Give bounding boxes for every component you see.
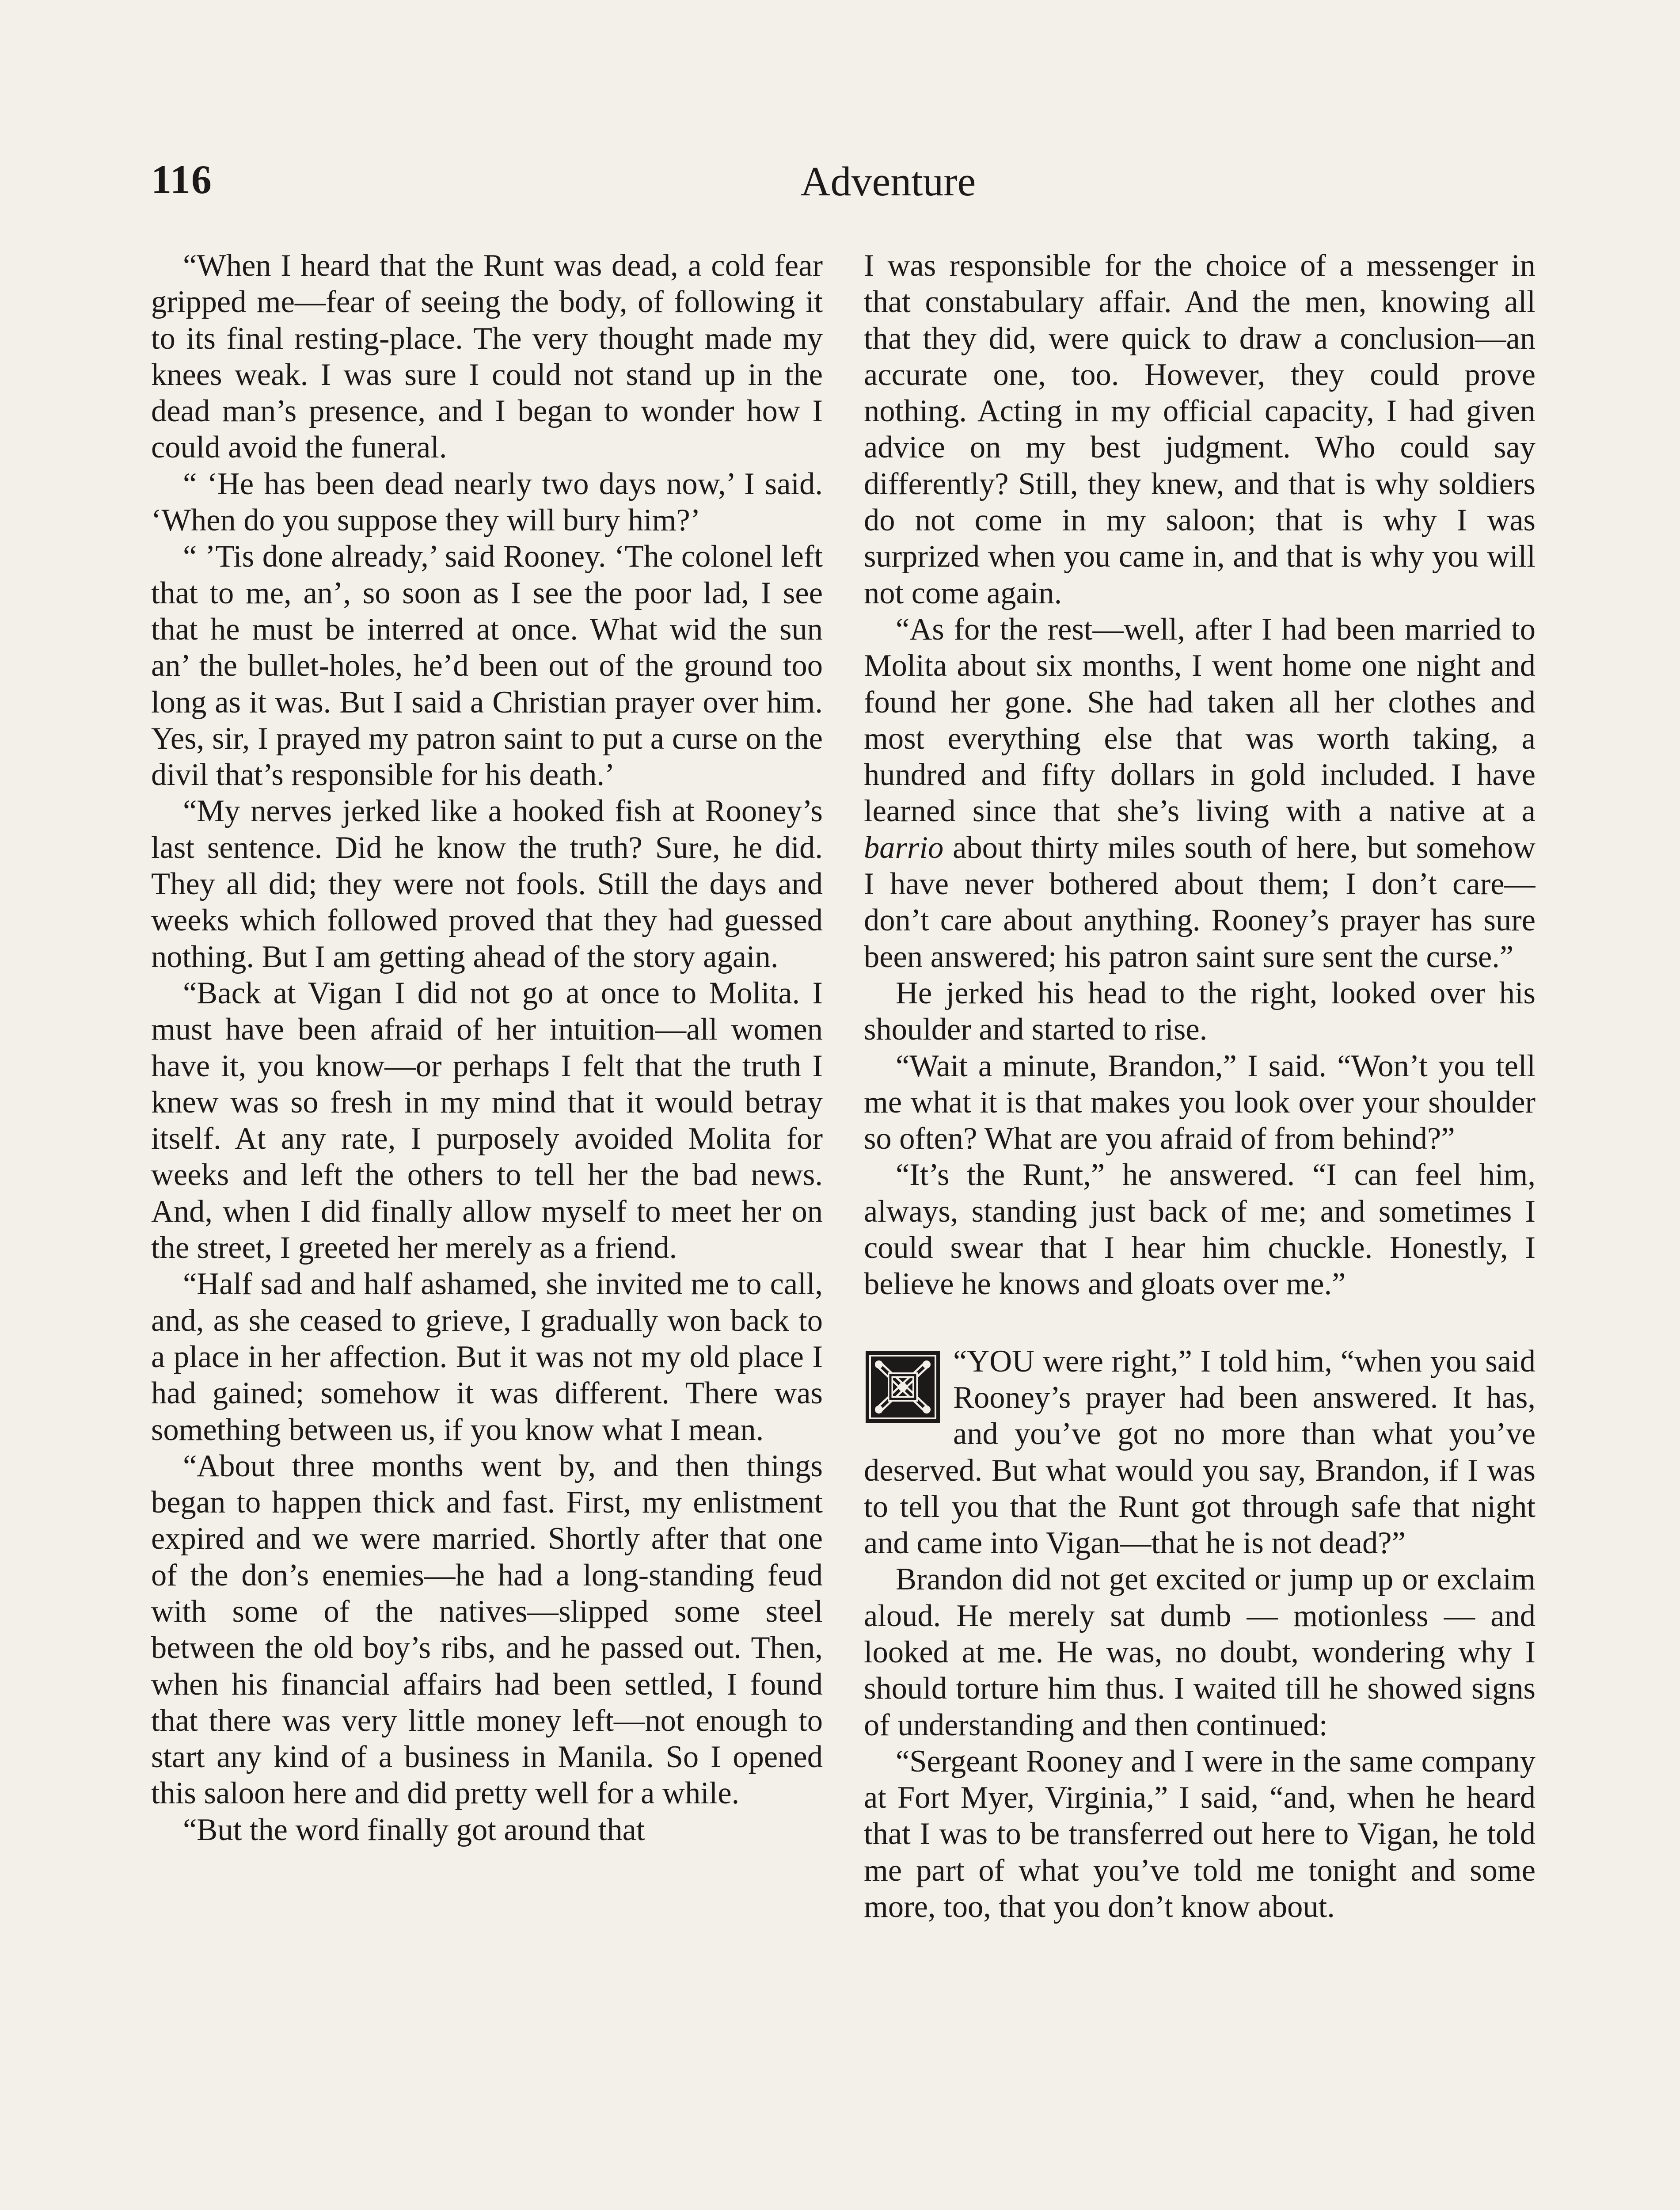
celtic-knot-icon bbox=[864, 1349, 942, 1425]
paragraph bbox=[864, 611, 1536, 975]
ornament-paragraph bbox=[864, 1343, 1536, 1562]
paragraph: Brandon did not get excited or jump up or exclaim aloud. He merely sat dumb — motionless — and looked at me. He was, no doubt, wondering why I should torture him thus. I waited till he showed signs of understanding and then continued: bbox=[864, 1562, 1536, 1742]
paragraph: “Back at Vigan I did not go at once to Molita. I must have been afraid of her intuition—all women have it, you know—or perhaps I felt that the truth I knew was so fresh in my mind that it would betray itself. At any rate, I purposely avoided Molita for weeks and left the others to tell her the bad news. And, when I did finally allow myself to meet her on the street, I greeted her merely as a friend. bbox=[151, 975, 823, 1265]
paragraph: “My nerves jerked like a hooked fish at Rooney’s last sentence. Did he know the truth? Sure, he did. They all did; they were not fools. Still the days and weeks which followed proved that they had guessed nothing. But I am getting ahead of the story again. bbox=[151, 794, 823, 974]
paragraph: “When I heard that the Runt was dead, a cold fear gripped me—fear of seeing the body, of following it to its final resting-place. The very thought made my knees weak. I was sure I could not stand up in the dead man’s presence, and I began to wonder how I could avoid the funeral. bbox=[151, 248, 823, 465]
italic-word: barrio bbox=[864, 830, 944, 865]
paragraph: “It’s the Runt,” he answered. “I can feel him, always, standing just back of me; and sometimes I could swear that I hear him chuckle. Honestly, I believe he knows and gloats over me.” bbox=[864, 1158, 1536, 1302]
paragraph: “ ’Tis done already,’ said Rooney. ‘The colonel left that to me, an’, so soon as I see the poor lad, I see that he must be interred at once. What wid the sun an’ the bullet-holes, he’d been out of the ground too long as it was. But I said a Christian prayer over him. Yes, sir, I prayed my patron saint to put a curse on the divil that’s responsible for his death.’ bbox=[151, 539, 823, 793]
right-column bbox=[864, 248, 1536, 2210]
paragraph: “About three months went by, and then things began to happen thick and fast. First, my enlistment expired and we were married. Shortly after that one of the don’s enemies—he had a long-standing feud with some of the natives—slipped some steel between the old boy’s ribs, and he passed out. Then, when his financial affairs had been settled, I found that there was very little money left—not enough to start any kind of a business in Manila. So I opened this saloon here and did pretty well for a while. bbox=[151, 1448, 823, 1811]
paragraph: I was responsible for the choice of a messenger in that constabulary affair. And the men, knowing all that they did, were quick to draw a conclusion—an accurate one, too. However, they could prove nothing. Acting in my official capacity, I had given advice on my best judgment. Who could say differently? Still, they knew, and that is why soldiers do not come in my saloon; that is why I was surprized when you came in, and that is why you will not come again. bbox=[864, 248, 1536, 610]
paragraph: “Wait a minute, Brandon,” I said. “Won’t you tell me what it is that makes you look over your shoulder so often? What are you afraid of from behind?” bbox=[864, 1048, 1536, 1156]
paragraph-text: about thirty miles south of here, but somehow I have never bothered about them; I don’t care—don’t care about anything. Rooney’s prayer has sure been answered; his patron saint sure sent the curse.” bbox=[864, 830, 1536, 974]
running-title: Adventure bbox=[800, 159, 976, 205]
paragraph: He jerked his head to the right, looked over his shoulder and started to rise. bbox=[864, 975, 1536, 1047]
paragraph-text: “As for the rest—well, after I had been married to Molita about six months, I went home one night and found her gone. She had taken all her clothes and most everything else that was worth taking, a hundred and fifty dollars in gold included. I have learned since that she’s living with a native at a bbox=[864, 612, 1536, 829]
paragraph: “Half sad and half ashamed, she invited me to call, and, as she ceased to grieve, I gradually won back to a place in her affection. But it was not my old place I had gained; somehow it was different. There was something between us, if you know what I mean. bbox=[151, 1267, 823, 1447]
page-number: 116 bbox=[151, 157, 213, 202]
paragraph-text: “YOU were right,” I told him, “when you said Rooney’s prayer had been answered. It has, and you’ve got no more than what you’ve deserved. But what would you say, Brandon, if I was to tell you that the Runt got through safe that night and came into Vigan—that he is not dead?” bbox=[864, 1344, 1536, 1561]
left-column bbox=[151, 248, 823, 2210]
paragraph: “ ‘He has been dead nearly two days now,’ I said. ‘When do you suppose they will bury him?’ bbox=[151, 466, 823, 538]
paragraph: “But the word finally got around that bbox=[183, 1812, 645, 1847]
paragraph: “Sergeant Rooney and I were in the same company at Fort Myer, Virginia,” I said, “and, when he heard that I was to be transferred out here to Vigan, he told me part of what you’ve told me tonight and some more, too, that you don’t know about. bbox=[864, 1744, 1536, 1924]
